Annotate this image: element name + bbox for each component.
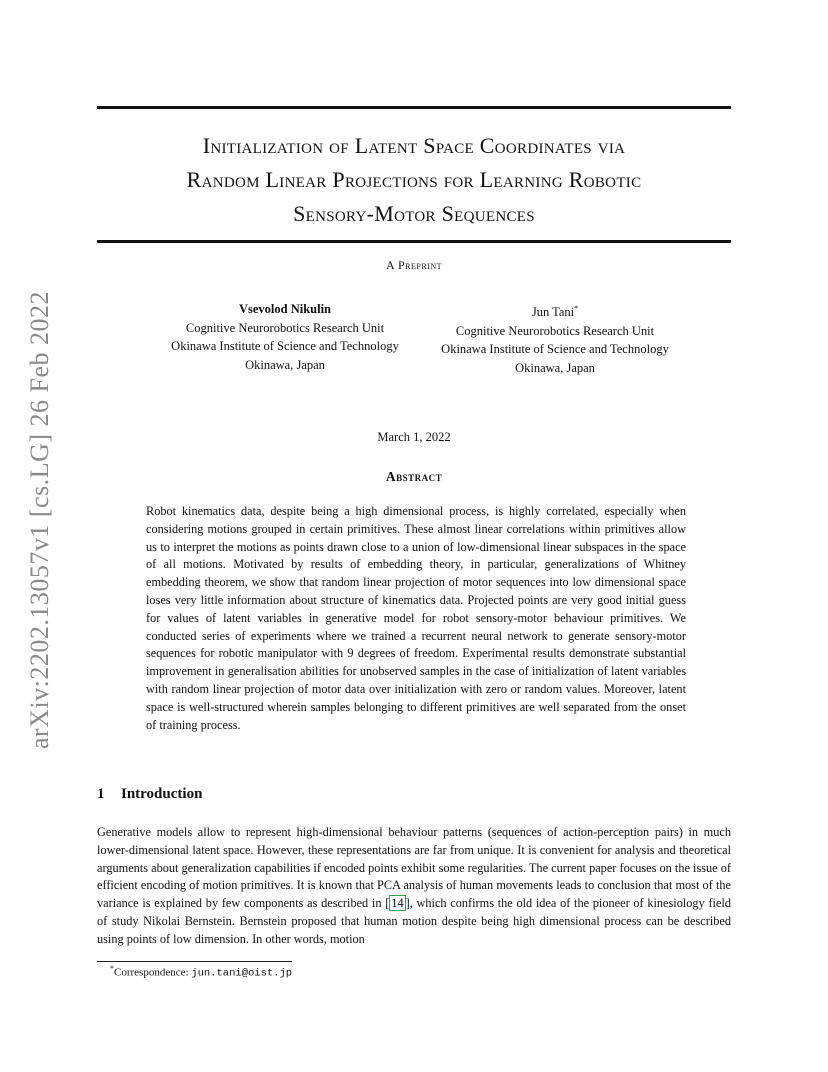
title-line-1: Initialization of Latent Space Coordinates via xyxy=(202,133,626,158)
abstract-heading: Abstract xyxy=(385,469,443,484)
footnote xyxy=(110,964,292,980)
author-affiliation-unit: Cognitive Neurorobotics Research Unit xyxy=(185,320,385,335)
paper-title xyxy=(97,129,731,231)
title-line-2: Random Linear Projections for Learning Robotic xyxy=(186,167,642,192)
section-title: Introduction xyxy=(121,786,203,802)
publication-date: March 1, 2022 xyxy=(377,430,451,444)
footnote-label: Correspondence: xyxy=(114,966,192,979)
title-bottom-rule xyxy=(97,240,731,243)
section-number: 1 xyxy=(97,786,105,802)
preprint-label: A Preprint xyxy=(385,258,442,272)
author-block-2 xyxy=(410,300,700,377)
author-block-1 xyxy=(140,300,430,374)
author-name-line xyxy=(410,300,700,322)
author-affiliation-institute: Okinawa Institute of Science and Technology xyxy=(441,342,669,357)
author-location: Okinawa, Japan xyxy=(245,357,325,372)
arxiv-identifier-stamp: arXiv:2202.13057v1 [cs.LG] 26 Feb 2022 xyxy=(25,290,54,750)
author-affiliation-unit: Cognitive Neurorobotics Research Unit xyxy=(455,323,655,338)
intro-text-part-2: ], which confirms the old idea of the pioneer of kinesiology field of study Nikolai Bernstein. Bernstein proposed that human motion despite being high dimensional process can be described using points of low dimension. In other words, motion xyxy=(97,896,731,946)
title-line-3: Sensory-Motor Sequences xyxy=(293,201,535,226)
citation-link[interactable]: 14 xyxy=(391,896,404,911)
section-heading-introduction xyxy=(97,786,202,803)
author-name: Jun Tani xyxy=(531,305,575,320)
footnote-mark: * xyxy=(110,964,114,973)
author-affiliation-institute: Okinawa Institute of Science and Technology xyxy=(171,339,399,353)
footnote-marker[interactable]: * xyxy=(574,304,579,313)
correspondence-email[interactable]: jun.tani@oist.jp xyxy=(191,967,293,980)
author-location: Okinawa, Japan xyxy=(515,360,595,375)
introduction-paragraph xyxy=(97,824,731,949)
title-top-rule xyxy=(97,106,731,109)
author-name: Vsevolod Nikulin xyxy=(238,302,332,316)
intro-text-part-1: Generative models allow to represent high-dimensional behaviour patterns (sequences of action-perception pairs) in much lower-dimensional latent space. However, these representations are far from unique. It is convenient for analysis and theoretical arguments about generalization capabilities if encoded points exhibit some regularities. The current paper focuses on the issue of efficient encoding of motion primitives. It is known that PCA analysis of human movements leads to conclusion that most of the variance is explained by few components as described in [ xyxy=(97,825,731,911)
footnote-rule xyxy=(97,961,292,962)
abstract-text: Robot kinematics data, despite being a high dimensional process, is highly correlated, especially when considering motions grouped in certain primitives. These almost linear correlations within primitives allow us to interpret the motions as points drawn close to a union of low-dimensional linear subspaces in the space of all motions. Motivated by results of embedding theory, in particular, generalizations of Whitney embedding theorem, we show that random linear projection of motor sequences into low dimensional space loses very little information about structure of kinematics data. Projected points are very good initial guess for values of latent variables in generative model for robot sensory-motor behaviour primitives. We conducted series of experiments where we trained a recurrent neural network to generate sensory-motor sequences for robotic manipulator with 9 degrees of freedom. Experimental results demonstrate substantial improvement in generalisation abilities for unobserved samples in the case of initialization of latent variables with random linear projection of motor data over initialization with zero or random values. Moreover, latent space is well-structured wherein samples belonging to different primitives are well separated from the onset of training process. xyxy=(146,504,686,732)
